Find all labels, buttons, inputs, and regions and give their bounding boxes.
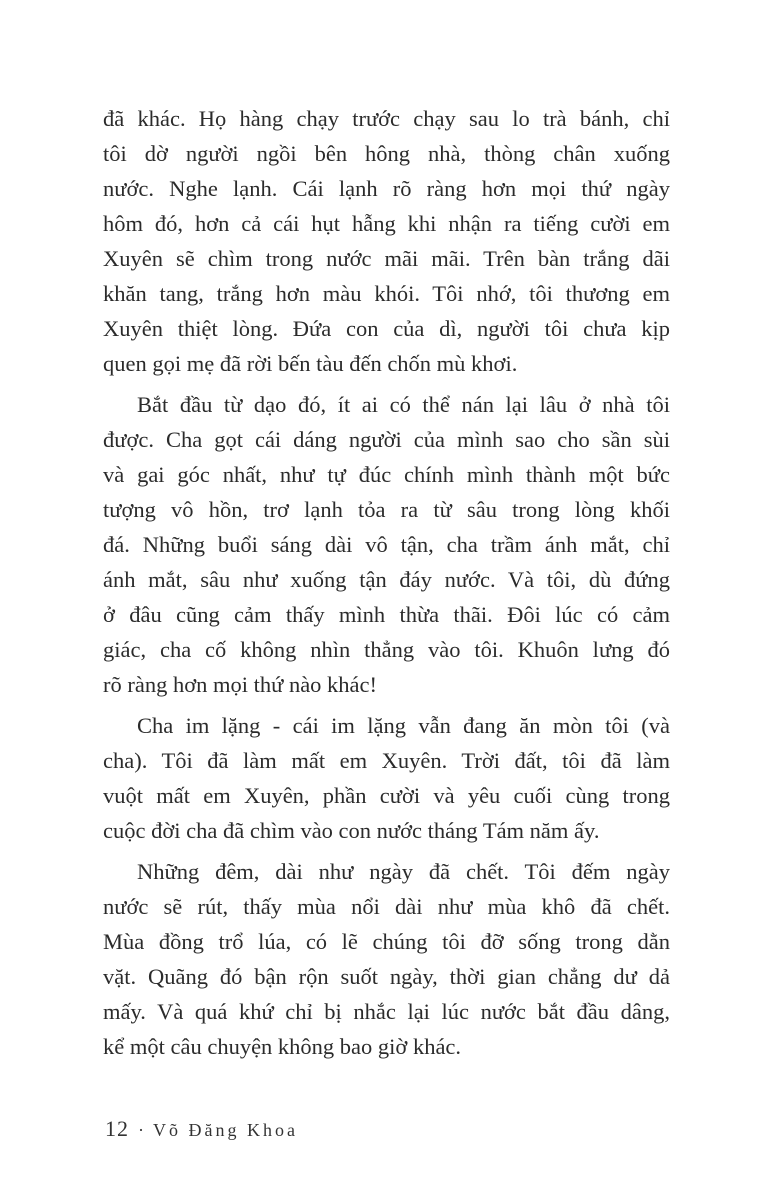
paragraph [103,708,670,848]
text-line: tượng vô hồn, trơ lạnh tỏa ra từ sâu trong lòng khối [103,497,670,522]
text-line: hôm đó, hơn cả cái hụt hẫng khi nhận ra tiếng cười em [103,211,670,236]
text-line: Cha im lặng - cái im lặng vẫn đang ăn mòn tôi (và [137,713,670,738]
text-line: quen gọi mẹ đã rời bến tàu đến chốn mù khơi. [103,351,518,376]
body-text [103,101,670,1064]
text-line: Những đêm, dài như ngày đã chết. Tôi đếm ngày [137,859,670,884]
text-line: được. Cha gọt cái dáng người của mình sao cho sần sùi [103,427,670,452]
text-line: Bắt đầu từ dạo đó, ít ai có thể nán lại lâu ở nhà tôi [137,392,670,417]
page-footer [105,1116,298,1142]
text-line: Xuyên sẽ chìm trong nước mãi mãi. Trên bàn trắng dãi [103,246,670,271]
text-line: cuộc đời cha đã chìm vào con nước tháng Tám năm ấy. [103,818,600,843]
page-number: 12 [105,1116,129,1141]
text-line: Mùa đồng trổ lúa, có lẽ chúng tôi đỡ sống trong dằn [103,929,670,954]
text-line: đá. Những buổi sáng dài vô tận, cha trầm ánh mắt, chỉ [103,532,670,557]
paragraph [103,854,670,1064]
text-line: tôi dờ người ngồi bên hông nhà, thòng chân xuống [103,141,670,166]
text-line: ở đâu cũng cảm thấy mình thừa thãi. Đôi lúc có cảm [103,602,670,627]
text-line: mấy. Và quá khứ chỉ bị nhắc lại lúc nước bắt đầu dâng, [103,999,670,1024]
text-line: vặt. Quãng đó bận rộn suốt ngày, thời gian chẳng dư dả [103,964,670,989]
text-line: và gai góc nhất, như tự đúc chính mình thành một bức [103,462,670,487]
running-header-author: Võ Đăng Khoa [153,1120,298,1140]
text-line: đã khác. Họ hàng chạy trước chạy sau lo trà bánh, chỉ [103,106,670,131]
text-line: rõ ràng hơn mọi thứ nào khác! [103,672,378,697]
text-line: ánh mắt, sâu như xuống tận đáy nước. Và tôi, dù đứng [103,567,670,592]
text-line: cha). Tôi đã làm mất em Xuyên. Trời đất, tôi đã làm [103,748,670,773]
text-line: Xuyên thiệt lòng. Đứa con của dì, người tôi chưa kịp [103,316,670,341]
text-line: khăn tang, trắng hơn màu khói. Tôi nhớ, tôi thương em [103,281,670,306]
paragraph [103,101,670,381]
footer-separator-dot: · [138,1120,144,1140]
text-line: vuột mất em Xuyên, phần cười và yêu cuối cùng trong [103,783,670,808]
text-line: giác, cha cố không nhìn thẳng vào tôi. Khuôn lưng đó [103,637,670,662]
paragraph [103,387,670,702]
text-line: kể một câu chuyện không bao giờ khác. [103,1034,462,1059]
text-line: nước sẽ rút, thấy mùa nổi dài như mùa khô đã chết. [103,894,670,919]
text-line: nước. Nghe lạnh. Cái lạnh rõ ràng hơn mọi thứ ngày [103,176,670,201]
